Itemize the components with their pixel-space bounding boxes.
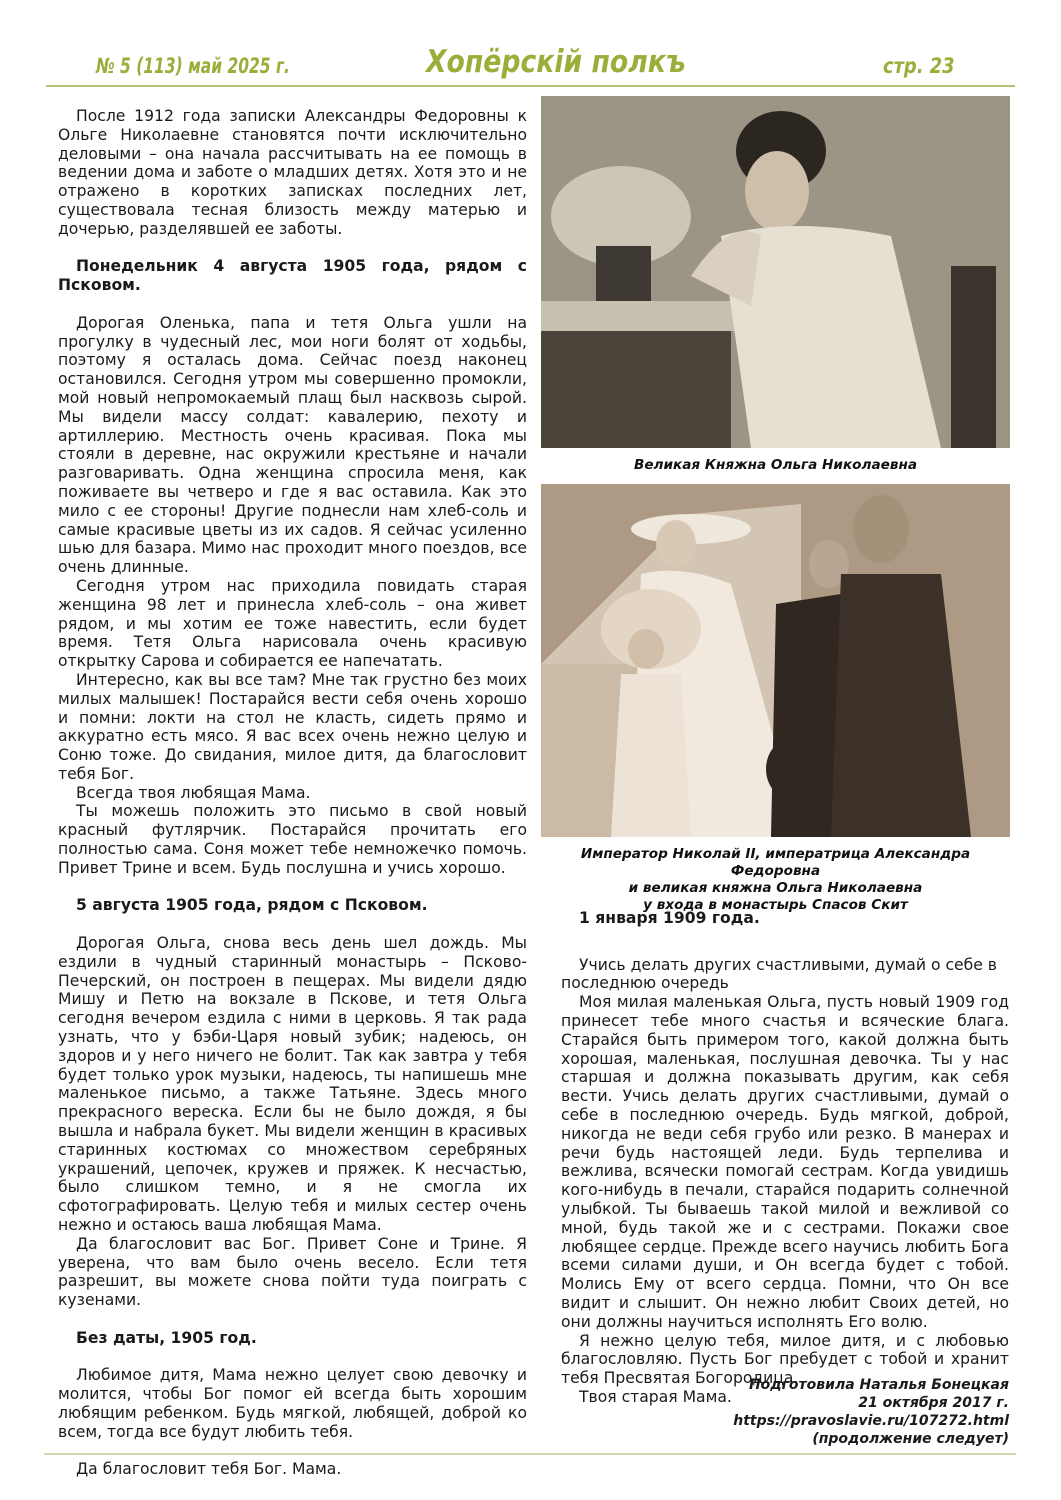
portrait-illustration [541, 96, 1010, 448]
letter-paragraph: Дорогая Ольга, снова весь день шел дождь. Мы ездили в чудный старинный монастырь – Псково-Печерский, он построен в пещерах. Мы видели дядю Мишу и Петю на вокзале в Пскове, и тетя Ольга сегодня вечером ездила с ними в церковь. Я так рада узнать, что у бэби-Царя новый зубик; надеюсь, он здоров и у него ничего не болит. Так как завтра у тебя будет только урок музыки, надеюсь, ты напишешь мне маленькое письмо, а также Татьяне. Здесь много прекрасного вереска. Если бы не было дождя, я бы вышла и набрала букет. Мы видели женщин в красивых старинных костюмах со множеством серебряных украшений, цепочек, кружев и пряжек. К несчастью, было слишком темно, и я не смогла их сфотографировать. Целую тебя и милых сестер очень нежно и остаюсь ваша любящая Мама. [58, 934, 527, 1235]
credit-source-link[interactable]: https://pravoslavie.ru/107272.html [733, 1413, 1009, 1429]
letter-epigraph: Учись делать других счастливыми, думай о себе в последнюю очередь [561, 955, 997, 993]
article-credit [700, 1376, 1009, 1448]
letter-paragraph: Да благословит вас Бог. Привет Соне и Трине. Я уверена, что вам было очень весело. Если тетя разрешит, вы можете снова пойти туда поиграть с кузенами. [58, 1234, 527, 1310]
caption-line: и великая княжна Ольга Николаевна [628, 880, 923, 896]
credit-author: Подготовила Наталья Бонецкая [748, 1377, 1009, 1393]
caption-line: у входа в монастырь Спасов Скит [643, 897, 908, 913]
issue-number: № 5 (113) май 2025 г. [96, 54, 290, 78]
letter-paragraph: Дорогая Оленька, папа и тетя Ольга ушли на прогулку в чудесный лес, мои ноги болят от ходьбы, поэтому я осталась дома. Сейчас поезд наконец остановился. Сегодня утром мы совершенно промокли, мой новый непромокаемый плащ был насквозь сырой. Мы видели массу солдат: кавалерию, пехоту и артиллерию. Местность очень красивая. Пока мы стояли в деревне, нас окружили крестьяне и начали разговаривать. Одна женщина спросила меня, как поживаете вы четверо и где я вас оставила. Как это мило с ее стороны! Другие поднесли нам хлеб-соль и самые красивые цветы из их садов. Я сейчас усиленно шью для базара. Мимо нас проходит много поездов, все очень длинные. [58, 313, 527, 577]
letter-heading: 1 января 1909 года. [579, 909, 760, 927]
photo-caption: Великая Княжна Ольга Николаевна [633, 457, 918, 473]
letter-heading: 5 августа 1905 года, рядом с Псковом. [76, 896, 428, 915]
letter-heading: Без даты, 1905 год. [76, 1328, 257, 1347]
photo-imperial-family [541, 484, 1010, 837]
left-column [58, 107, 527, 1479]
letter-heading: Понедельник 4 августа 1905 года, рядом с Псковом. [58, 257, 527, 295]
letter-postscript: Ты можешь положить это письмо в свой новый красный футлярчик. Постарайся прочитать его полностью сама. Соня может тебе немножечко помочь. Привет Трине и всем. Будь послушна и учись хорошо. [58, 802, 527, 877]
header-divider [46, 85, 1015, 87]
family-illustration [541, 484, 1010, 837]
letter-paragraph: Я нежно целую тебя, милое дитя, и с любовью благословляю. Пусть Бог пребудет с тобой и хранит тебя Пресвятая Богородица. [561, 1331, 1009, 1388]
right-column [561, 909, 1009, 1407]
photo-olga-portrait [541, 96, 1010, 448]
letter-paragraph: Моя милая маленькая Ольга, пусть новый 1909 год принесет тебе много счастья и всяческие блага. Старайся быть примером того, какой должна быть хорошая, маленькая, послушная девочка. Ты у нас старшая и должна показывать другим, как себя вести. Учись делать других счастливыми, думай о себе в последнюю очередь. Будь мягкой, доброй, никогда не веди себя грубо или резко. В манерах и речи будь настоящей леди. Будь терпелива и вежлива, всячески помогай сестрам. Когда увидишь кого-нибудь в печали, старайся подарить солнечной улыбкой. Ты бываешь такой милой и вежливой со мной, будь такой же и с сестрами. Покажи свое любящее сердце. Прежде всего научись любить Бога всеми силами души, и Он всегда будет с тобой. Молись Ему от всего сердца. Помни, что Он все видит и слышит. Он нежно любит Своих детей, но они должны научиться исполнять Его волю. [561, 993, 1009, 1331]
newspaper-title: Хопёрскій полкъ [426, 44, 686, 80]
letter-signature: Всегда твоя любящая Мама. [76, 783, 311, 802]
caption-line: Император Николай II, императрица Александра Федоровна [580, 846, 971, 879]
letter-closing: Да благословит тебя Бог. Мама. [76, 1460, 342, 1479]
letter-paragraph: Любимое дитя, Мама нежно целует свою девочку и молится, чтобы Бог помог ей всегда быть хорошим любящим ребенком. Будь мягкой, любящей, доброй ко всем, тогда все будут любить тебя. [58, 1366, 527, 1441]
intro-paragraph: После 1912 года записки Александры Федоровны к Ольге Николаевне становятся почти исключительно деловыми – она начала рассчитывать на ее помощь в ведении дома и заботе о младших детях. Хотя это и не отражено в коротких записках последних лет, существовала тесная близость между матерью и дочерью, разделявшей ее заботы. [58, 107, 527, 238]
letter-paragraph: Сегодня утром нас приходила повидать старая женщина 98 лет и принесла хлеб-соль – она живет рядом, и мы хотим ее тоже навестить, если будет время. Тетя Ольга нарисовала очень красивую открытку Сарова и собирается ее напечатать. [58, 576, 527, 671]
page-header [0, 0, 1061, 92]
credit-continued: (продолжение следует) [812, 1431, 1009, 1447]
footer-divider [44, 1453, 1016, 1455]
page-number: стр. 23 [883, 54, 955, 78]
letter-paragraph: Интересно, как вы все там? Мне так грустно без моих милых малышек! Постарайся вести себя очень хорошо и помни: локти на стол не класть, сидеть прямо и аккуратно есть мясо. Я вас всех очень нежно целую и Соню тоже. До свидания, милое дитя, да благословит тебя Бог. [58, 670, 527, 783]
letter-signature: Твоя старая Мама. [579, 1387, 732, 1406]
photo-caption [541, 846, 1010, 914]
credit-date: 21 октября 2017 г. [858, 1395, 1009, 1411]
